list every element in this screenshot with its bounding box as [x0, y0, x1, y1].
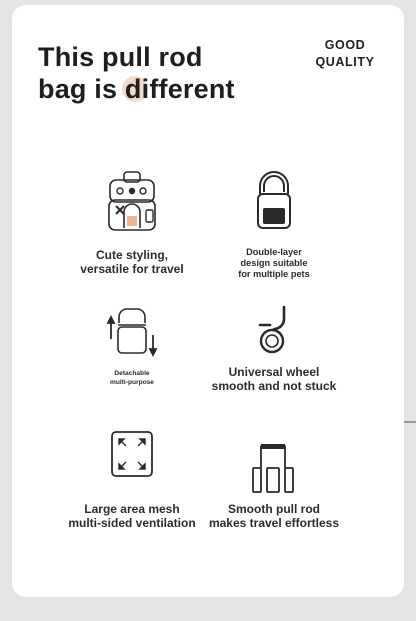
backpack-carrier-icon — [104, 170, 160, 234]
feature-caption: Universal wheel smooth and not stuck — [211, 365, 337, 393]
feature-caption: Large area mesh multi-sided ventilation — [68, 502, 196, 530]
product-card — [12, 5, 404, 597]
feature-caption: Smooth pull rod makes travel effortless — [208, 502, 340, 530]
feature-universal-wheel — [184, 305, 364, 405]
detachable-module-icon — [105, 305, 159, 359]
headline-line-2: bag is different — [38, 74, 235, 104]
universal-wheel-icon — [254, 305, 294, 359]
headline — [38, 41, 235, 105]
double-layer-bag-icon — [254, 170, 294, 232]
headline-line-1: This pull rod — [38, 42, 203, 72]
quality-badge — [310, 37, 380, 71]
badge-line-1: GOOD — [324, 38, 366, 52]
edge-marker — [404, 421, 416, 423]
pull-rod-trolley-icon — [249, 440, 299, 496]
feature-double-layer — [184, 170, 364, 280]
badge-line-2: QUALITY — [315, 55, 375, 69]
feature-caption: Cute styling, versatile for travel — [80, 248, 184, 276]
feature-caption: Double-layer design suitable for multiple pets — [238, 247, 310, 279]
feature-pull-rod — [184, 430, 364, 530]
mesh-ventilation-icon — [110, 430, 154, 480]
feature-caption: Detachable multi-purpose — [110, 370, 154, 386]
